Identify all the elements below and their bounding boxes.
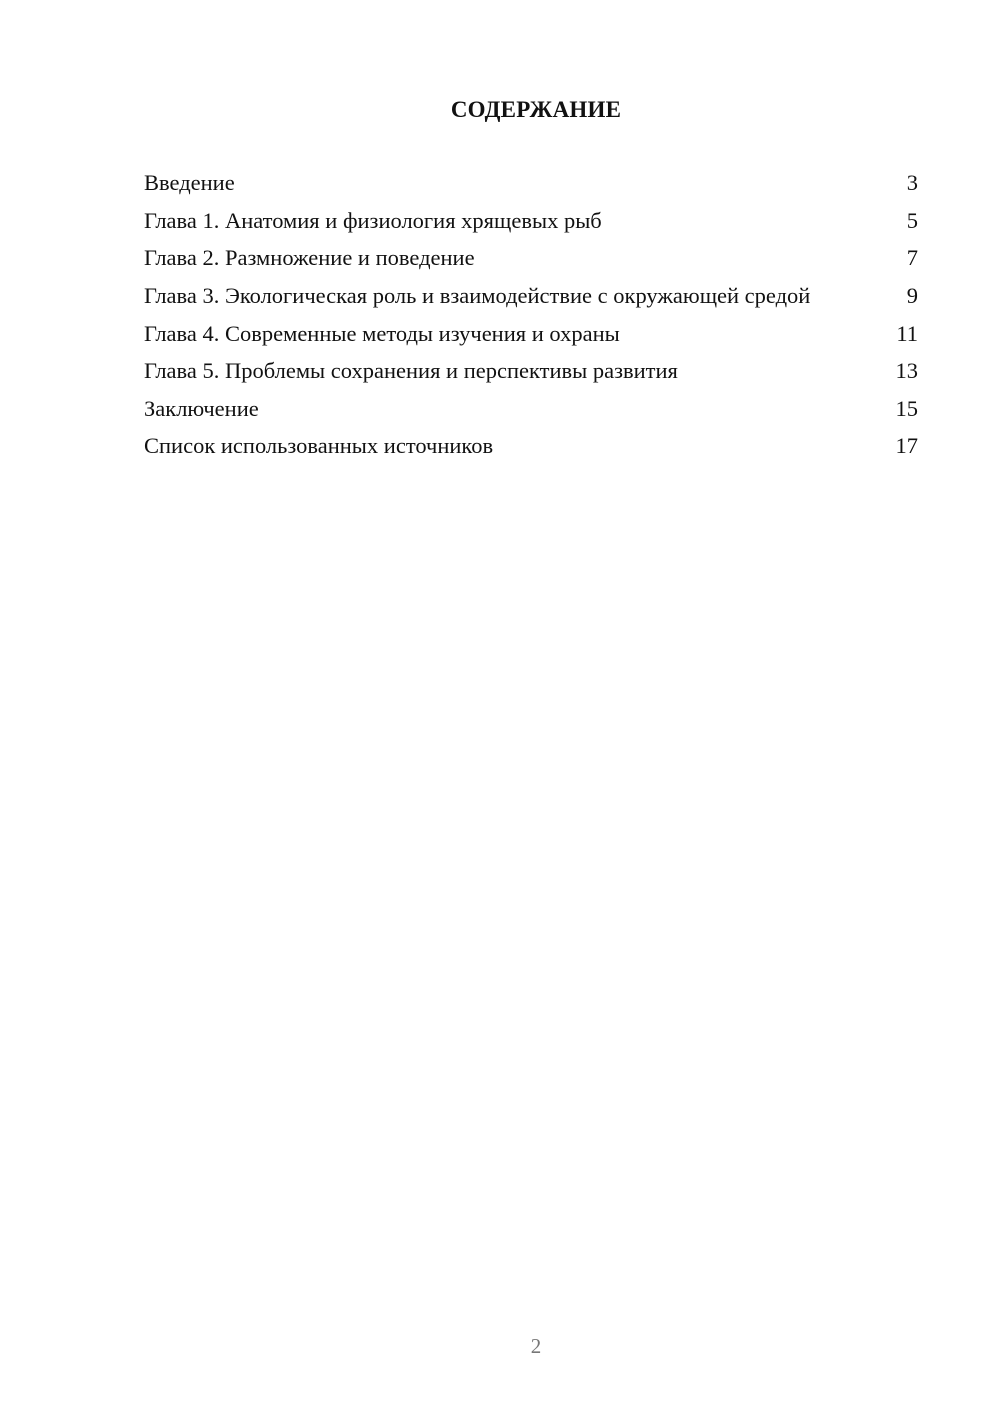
toc-entry-page: 7 [906, 245, 918, 270]
toc-entry-page: 17 [895, 433, 918, 458]
toc-entry [144, 208, 918, 234]
toc-entry-label: Глава 4. Современные методы изучения и охраны [144, 320, 620, 346]
toc-entry-page: 5 [906, 207, 918, 233]
toc-entry-label: Введение [144, 170, 235, 195]
toc-entry [144, 170, 918, 196]
toc-entry [144, 283, 918, 309]
toc-entry-label: Глава 1. Анатомия и физиология хрящевых рыб [144, 207, 602, 233]
toc-entry-label: Список использованных источников [144, 433, 494, 458]
toc-entry-label: Глава 5. Проблемы сохранения и перспективы развития [144, 358, 678, 383]
toc-entry [144, 396, 918, 422]
toc-entry-page: 15 [895, 395, 918, 421]
toc-entry-page: 11 [896, 320, 918, 346]
toc-entry [144, 245, 918, 271]
toc-entry-page: 3 [906, 170, 918, 195]
toc-entry-label: Глава 2. Размножение и поведение [144, 245, 475, 270]
toc-entry [144, 433, 918, 459]
toc-entry [144, 321, 918, 347]
page-title: СОДЕРЖАНИЕ [450, 97, 622, 122]
toc-entry [144, 358, 918, 384]
toc-entry-label: Заключение [144, 395, 259, 421]
toc-entry-page: 9 [906, 282, 918, 308]
toc-entry-page: 13 [895, 358, 918, 383]
toc-entry-label: Глава 3. Экологическая роль и взаимодействие с окружающей средой [144, 282, 811, 308]
page-number: 2 [530, 1334, 542, 1358]
table-of-contents [144, 170, 918, 471]
